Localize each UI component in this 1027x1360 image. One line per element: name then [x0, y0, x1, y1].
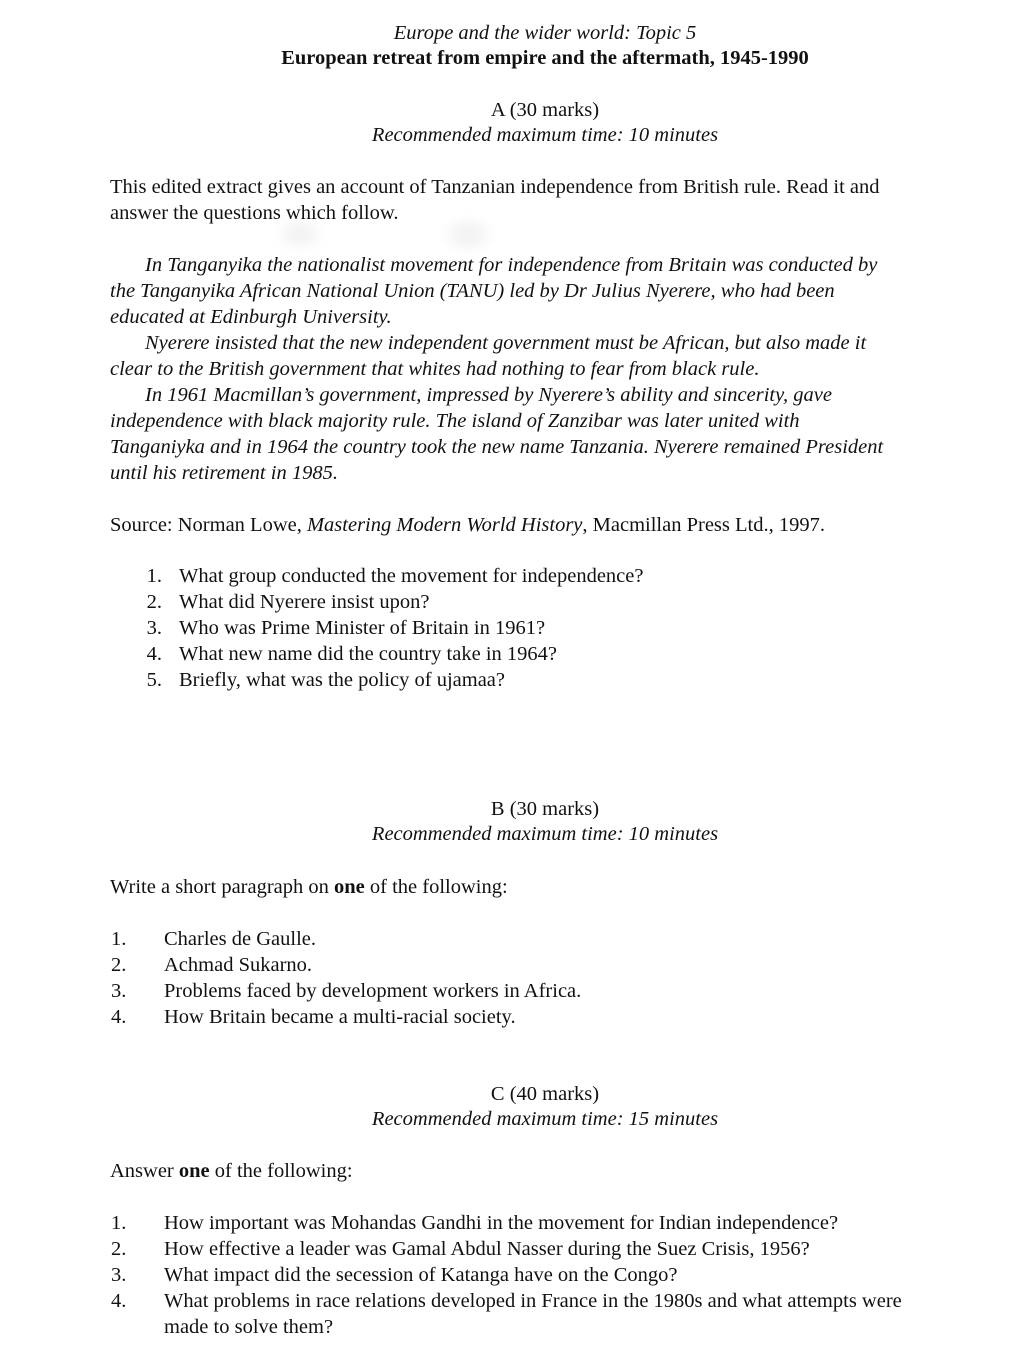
section-b-instruction: [110, 874, 980, 900]
item-number: 1.: [111, 1212, 127, 1234]
item-text: Problems faced by development workers in Africa.: [164, 980, 582, 1002]
question-text: What new name did the country take in 1964?: [179, 643, 557, 665]
item-number: 2.: [111, 954, 127, 976]
item-text: Achmad Sukarno.: [164, 954, 313, 976]
section-a-heading: A (30 marks): [490, 99, 600, 121]
question-number: 3.: [146, 617, 162, 639]
extract-line: In 1961 Macmillan’s government, impressed by Nyerere’s ability and sincerity, gave: [145, 384, 833, 406]
item-text-continuation: made to solve them?: [164, 1316, 334, 1338]
item-number: 3.: [111, 980, 127, 1002]
question-text: What group conducted the movement for independence?: [179, 565, 644, 587]
question-number: 4.: [146, 643, 162, 665]
extract-line: the Tanganyika African National Union (TANU) led by Dr Julius Nyerere, who had been: [110, 280, 835, 302]
instruction-text: of the following:: [209, 1160, 353, 1182]
question-text: Briefly, what was the policy of ujamaa?: [179, 669, 505, 691]
item-text: What problems in race relations developed in France in the 1980s and what attempts were: [164, 1290, 902, 1312]
question-number: 5.: [146, 669, 162, 691]
extract-line: until his retirement in 1985.: [110, 462, 338, 484]
source-prefix: Source: Norman Lowe,: [110, 514, 307, 536]
extract-line: independence with black majority rule. The island of Zanzibar was later united with: [110, 410, 800, 432]
item-number: 3.: [111, 1264, 127, 1286]
item-text: How important was Mohandas Gandhi in the movement for Indian independence?: [164, 1212, 839, 1234]
item-text: How Britain became a multi-racial society.: [164, 1006, 516, 1028]
extract-line: In Tanganyika the nationalist movement for independence from Britain was conducted by: [145, 254, 878, 276]
item-number: 2.: [111, 1238, 127, 1260]
item-text: What impact did the secession of Katanga have on the Congo?: [164, 1264, 678, 1286]
section-b-heading: B (30 marks): [490, 798, 600, 820]
section-b-time: Recommended maximum time: 10 minutes: [371, 823, 719, 845]
section-c-heading: C (40 marks): [490, 1083, 600, 1105]
question-text: Who was Prime Minister of Britain in 1961?: [179, 617, 546, 639]
intro-line: This edited extract gives an account of Tanzanian independence from British rule. Read it and: [110, 176, 880, 198]
section-a-time: Recommended maximum time: 10 minutes: [371, 124, 719, 146]
instruction-emphasis: one: [334, 876, 365, 898]
item-number: 4.: [111, 1290, 127, 1312]
item-text: Charles de Gaulle.: [164, 928, 316, 950]
instruction-text: Answer: [110, 1160, 179, 1182]
intro-line: answer the questions which follow.: [110, 202, 399, 224]
item-number: 4.: [111, 1006, 127, 1028]
item-number: 1.: [111, 928, 127, 950]
extract-line: clear to the British government that whites had nothing to fear from black rule.: [110, 358, 760, 380]
extract-line: Tanganiyka and in 1964 the country took the new name Tanzania. Nyerere remained President: [110, 436, 884, 458]
instruction-text: Write a short paragraph on: [110, 876, 335, 898]
question-number: 2.: [146, 591, 162, 613]
extract-line: Nyerere insisted that the new independent government must be African, but also made it: [145, 332, 867, 354]
section-c-instruction: [110, 1158, 980, 1184]
extract-line: educated at Edinburgh University.: [110, 306, 392, 328]
instruction-emphasis: one: [178, 1160, 210, 1182]
question-text: What did Nyerere insist upon?: [179, 591, 430, 613]
section-c-time: Recommended maximum time: 15 minutes: [371, 1108, 719, 1130]
source-citation: [110, 512, 980, 538]
instruction-text: of the following:: [364, 876, 508, 898]
question-number: 1.: [146, 565, 162, 587]
source-suffix: , Macmillan Press Ltd., 1997.: [582, 514, 825, 536]
page-title: European retreat from empire and the aftermath, 1945-1990: [281, 47, 809, 69]
item-text: How effective a leader was Gamal Abdul Nasser during the Suez Crisis, 1956?: [164, 1238, 810, 1260]
topic-heading: Europe and the wider world: Topic 5: [393, 22, 697, 44]
source-book-title: Mastering Modern World History: [306, 514, 583, 536]
